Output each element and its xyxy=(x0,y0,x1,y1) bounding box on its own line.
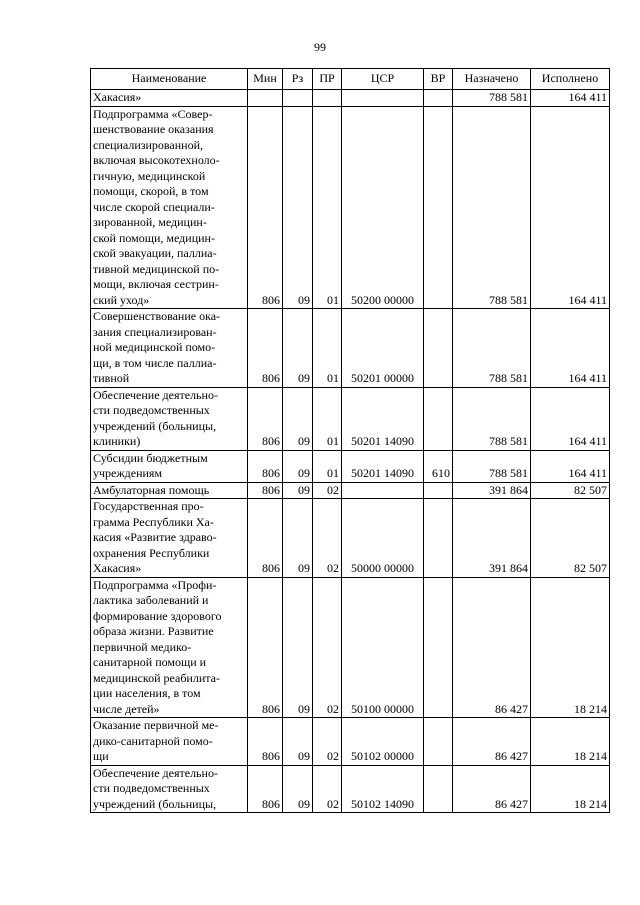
header-assigned: Назначено xyxy=(453,69,531,90)
table-row xyxy=(91,387,610,450)
row-vr xyxy=(424,482,453,499)
row-executed: 82 507 xyxy=(531,499,610,578)
row-rz xyxy=(283,90,313,107)
row-assigned: 788 581 xyxy=(453,309,531,388)
row-min: 806 xyxy=(248,387,283,450)
row-vr xyxy=(424,577,453,718)
row-csr: 50102 00000 xyxy=(342,718,424,766)
row-pr: 02 xyxy=(313,499,342,578)
table-row xyxy=(91,577,610,718)
row-csr xyxy=(342,482,424,499)
row-csr: 50201 00000 xyxy=(342,309,424,388)
header-name: Наименование xyxy=(91,69,248,90)
row-vr xyxy=(424,499,453,578)
row-rz: 09 xyxy=(283,387,313,450)
row-rz: 09 xyxy=(283,577,313,718)
header-csr: ЦСР xyxy=(342,69,424,90)
row-pr xyxy=(313,90,342,107)
row-vr xyxy=(424,309,453,388)
row-executed: 164 411 xyxy=(531,387,610,450)
table-row xyxy=(91,765,610,813)
header-vr: ВР xyxy=(424,69,453,90)
row-csr: 50200 00000 xyxy=(342,106,424,309)
row-rz: 09 xyxy=(283,450,313,482)
row-rz: 09 xyxy=(283,499,313,578)
table-row xyxy=(91,106,610,309)
row-executed: 18 214 xyxy=(531,765,610,813)
row-assigned: 788 581 xyxy=(453,450,531,482)
row-min: 806 xyxy=(248,577,283,718)
row-min: 806 xyxy=(248,482,283,499)
row-csr: 50000 00000 xyxy=(342,499,424,578)
row-vr xyxy=(424,106,453,309)
header-min: Мин xyxy=(248,69,283,90)
row-pr: 02 xyxy=(313,482,342,499)
row-min xyxy=(248,90,283,107)
header-executed: Исполнено xyxy=(531,69,610,90)
row-min: 806 xyxy=(248,309,283,388)
row-assigned: 391 864 xyxy=(453,482,531,499)
row-min: 806 xyxy=(248,450,283,482)
row-name: Обеспечение деятельно- сти подведомственных учреждений (больницы, xyxy=(91,765,248,813)
row-vr xyxy=(424,90,453,107)
table-row xyxy=(91,482,610,499)
row-assigned: 788 581 xyxy=(453,106,531,309)
row-pr: 01 xyxy=(313,450,342,482)
row-assigned: 788 581 xyxy=(453,387,531,450)
row-rz: 09 xyxy=(283,718,313,766)
budget-table xyxy=(90,68,610,813)
row-min: 806 xyxy=(248,765,283,813)
header-row xyxy=(91,69,610,90)
row-name: Хакасия» xyxy=(91,90,248,107)
table-row xyxy=(91,90,610,107)
row-pr: 02 xyxy=(313,577,342,718)
row-pr: 01 xyxy=(313,309,342,388)
row-name: Государственная про- грамма Республики Ха- касия «Развитие здраво- охранения Республики Хакасия» xyxy=(91,499,248,578)
row-assigned: 391 864 xyxy=(453,499,531,578)
row-csr xyxy=(342,90,424,107)
row-vr: 610 xyxy=(424,450,453,482)
row-rz: 09 xyxy=(283,106,313,309)
row-rz: 09 xyxy=(283,309,313,388)
row-name: Подпрограмма «Совер- шенствование оказания специализированной, включая высокотехноло- гичную, медицинской помощи, скорой, в том числе скорой специали- зированной, медицин- ской помощи, медицин- ской эвакуации, паллиа- тивной медицинской по- мощи, включая сестрин- ский уход» xyxy=(91,106,248,309)
row-pr: 01 xyxy=(313,387,342,450)
row-assigned: 788 581 xyxy=(453,90,531,107)
row-assigned: 86 427 xyxy=(453,765,531,813)
row-pr: 02 xyxy=(313,765,342,813)
row-assigned: 86 427 xyxy=(453,718,531,766)
header-rz: Рз xyxy=(283,69,313,90)
row-executed: 18 214 xyxy=(531,718,610,766)
row-min: 806 xyxy=(248,499,283,578)
row-rz: 09 xyxy=(283,482,313,499)
table-row xyxy=(91,499,610,578)
row-name: Оказание первичной ме- дико-санитарной помо- щи xyxy=(91,718,248,766)
row-name: Подпрограмма «Профи- лактика заболеваний и формирование здорового образа жизни. Развитие первичной медико- санитарной помощи и медицинской реабилита- ции населения, в том числе детей» xyxy=(91,577,248,718)
row-csr: 50102 14090 xyxy=(342,765,424,813)
row-pr: 01 xyxy=(313,106,342,309)
row-vr xyxy=(424,765,453,813)
row-executed: 18 214 xyxy=(531,577,610,718)
page-number: 99 xyxy=(314,40,326,54)
row-name: Амбулаторная помощь xyxy=(91,482,248,499)
row-name: Субсидии бюджетным учреждениям xyxy=(91,450,248,482)
row-vr xyxy=(424,387,453,450)
row-name: Совершенствование ока- зания специализирован- ной медицинской помо- щи, в том числе паллиа- тивной xyxy=(91,309,248,388)
row-csr: 50100 00000 xyxy=(342,577,424,718)
row-executed: 164 411 xyxy=(531,90,610,107)
row-csr: 50201 14090 xyxy=(342,387,424,450)
row-executed: 82 507 xyxy=(531,482,610,499)
row-executed: 164 411 xyxy=(531,106,610,309)
header-pr: ПР xyxy=(313,69,342,90)
row-vr xyxy=(424,718,453,766)
table-row xyxy=(91,718,610,766)
row-min: 806 xyxy=(248,106,283,309)
row-name: Обеспечение деятельно- сти подведомственных учреждений (больницы, клиники) xyxy=(91,387,248,450)
row-rz: 09 xyxy=(283,765,313,813)
row-executed: 164 411 xyxy=(531,450,610,482)
row-executed: 164 411 xyxy=(531,309,610,388)
table-row xyxy=(91,450,610,482)
table-row xyxy=(91,309,610,388)
row-csr: 50201 14090 xyxy=(342,450,424,482)
row-min: 806 xyxy=(248,718,283,766)
row-pr: 02 xyxy=(313,718,342,766)
row-assigned: 86 427 xyxy=(453,577,531,718)
